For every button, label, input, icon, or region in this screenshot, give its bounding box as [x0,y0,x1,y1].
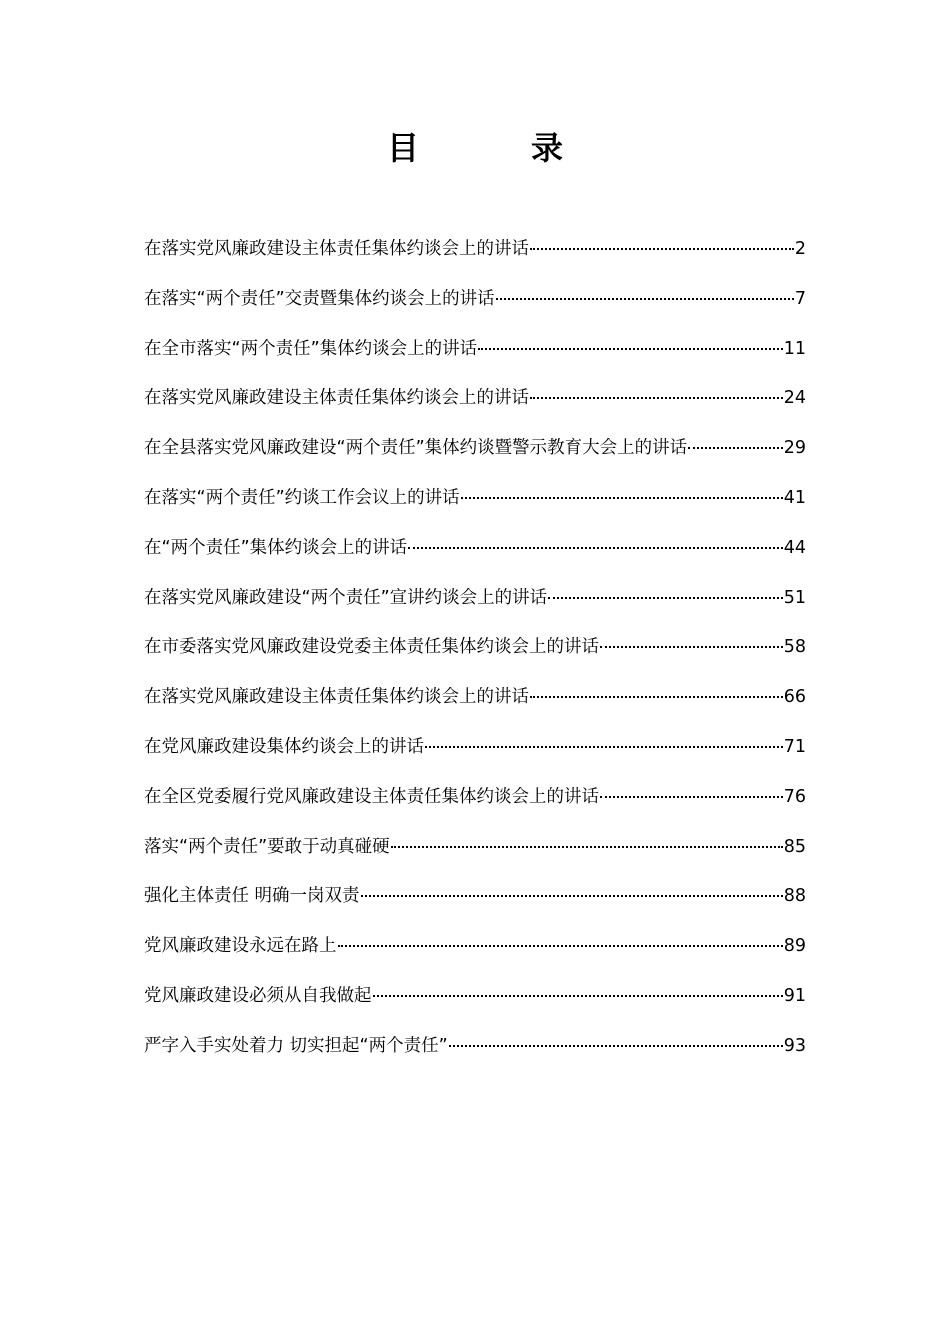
toc-entry[interactable] [144,827,806,877]
toc-entry-page-number: 89 [783,936,806,957]
toc-entry-title: 在落实党风廉政建设主体责任集体约谈会上的讲话 [144,687,529,708]
toc-entry[interactable] [144,229,806,279]
toc-entry-title: 在落实“两个责任”交责暨集体约谈会上的讲话 [144,288,495,309]
dot-leader [338,945,783,947]
table-of-contents [144,229,806,1076]
toc-entry-title: 党风廉政建设永远在路上 [144,936,337,957]
toc-entry[interactable] [144,1026,806,1076]
toc-entry-title: 在市委落实党风廉政建设党委主体责任集体约谈会上的讲话 [144,637,599,658]
toc-entry-page-number: 66 [783,687,806,708]
toc-entry-title: 在全市落实“两个责任”集体约谈会上的讲话 [144,338,478,359]
toc-heading: 目 录 [386,129,603,167]
toc-entry-page-number: 91 [783,985,806,1006]
toc-entry-page-number: 93 [783,1035,806,1056]
toc-entry[interactable] [144,976,806,1026]
toc-entry-page-number: 11 [783,338,806,359]
toc-entry-title: 在全区党委履行党风廉政建设主体责任集体约谈会上的讲话 [144,786,599,807]
dot-leader [478,348,783,350]
toc-entry[interactable] [144,578,806,628]
dot-leader [361,895,783,897]
toc-entry-page-number: 88 [783,886,806,907]
dot-leader [425,746,783,748]
dot-leader [530,248,794,250]
toc-entry-page-number: 29 [783,438,806,459]
dot-leader [496,298,794,300]
dot-leader [530,397,783,399]
toc-entry[interactable] [144,478,806,528]
toc-entry-page-number: 58 [783,637,806,658]
toc-entry-title: 在落实党风廉政建设主体责任集体约谈会上的讲话 [144,239,529,259]
toc-entry[interactable] [144,627,806,677]
toc-entry-page-number: 71 [783,736,806,757]
toc-entry[interactable] [144,329,806,379]
toc-entry-title: 在落实“两个责任”约谈工作会议上的讲话 [144,487,460,508]
toc-entry-page-number: 44 [783,537,806,558]
toc-entry-page-number: 24 [783,388,806,409]
toc-entry[interactable] [144,876,806,926]
toc-entry-title: 严字入手实处着力 切实担起“两个责任” [144,1035,448,1056]
toc-entry-page-number: 7 [794,288,806,309]
toc-entry-title: 在落实党风廉政建设“两个责任”宣讲约谈会上的讲话 [144,587,548,608]
toc-entry-page-number: 41 [783,487,806,508]
toc-entry-title: 党风廉政建设必须从自我做起 [144,985,372,1006]
dot-leader [461,497,783,499]
toc-entry-title: 在落实党风廉政建设主体责任集体约谈会上的讲话 [144,388,529,409]
dot-leader [600,796,783,798]
dot-leader [373,995,783,997]
dot-leader [548,597,783,599]
toc-entry[interactable] [144,926,806,976]
toc-entry-page-number: 2 [794,239,806,259]
dot-leader [600,646,783,648]
toc-entry-page-number: 85 [783,836,806,857]
dot-leader [449,1045,783,1047]
toc-entry[interactable] [144,378,806,428]
dot-leader [530,696,783,698]
toc-entry-page-number: 51 [783,587,806,608]
toc-entry-page-number: 76 [783,786,806,807]
toc-entry[interactable] [144,727,806,777]
toc-entry[interactable] [144,777,806,827]
toc-entry-title: 在全县落实党风廉政建设“两个责任”集体约谈暨警示教育大会上的讲话 [144,438,688,459]
toc-entry-title: 强化主体责任 明确一岗双责 [144,886,360,907]
toc-entry[interactable] [144,677,806,727]
toc-entry-title: 落实“两个责任”要敢于动真碰硬 [144,836,390,857]
toc-entry[interactable] [144,428,806,478]
toc-entry[interactable] [144,528,806,578]
dot-leader [391,846,783,848]
dot-leader [408,547,783,549]
toc-entry[interactable] [144,279,806,329]
dot-leader [688,447,783,449]
toc-entry-title: 在“两个责任”集体约谈会上的讲话 [144,537,408,558]
toc-entry-title: 在党风廉政建设集体约谈会上的讲话 [144,736,424,757]
